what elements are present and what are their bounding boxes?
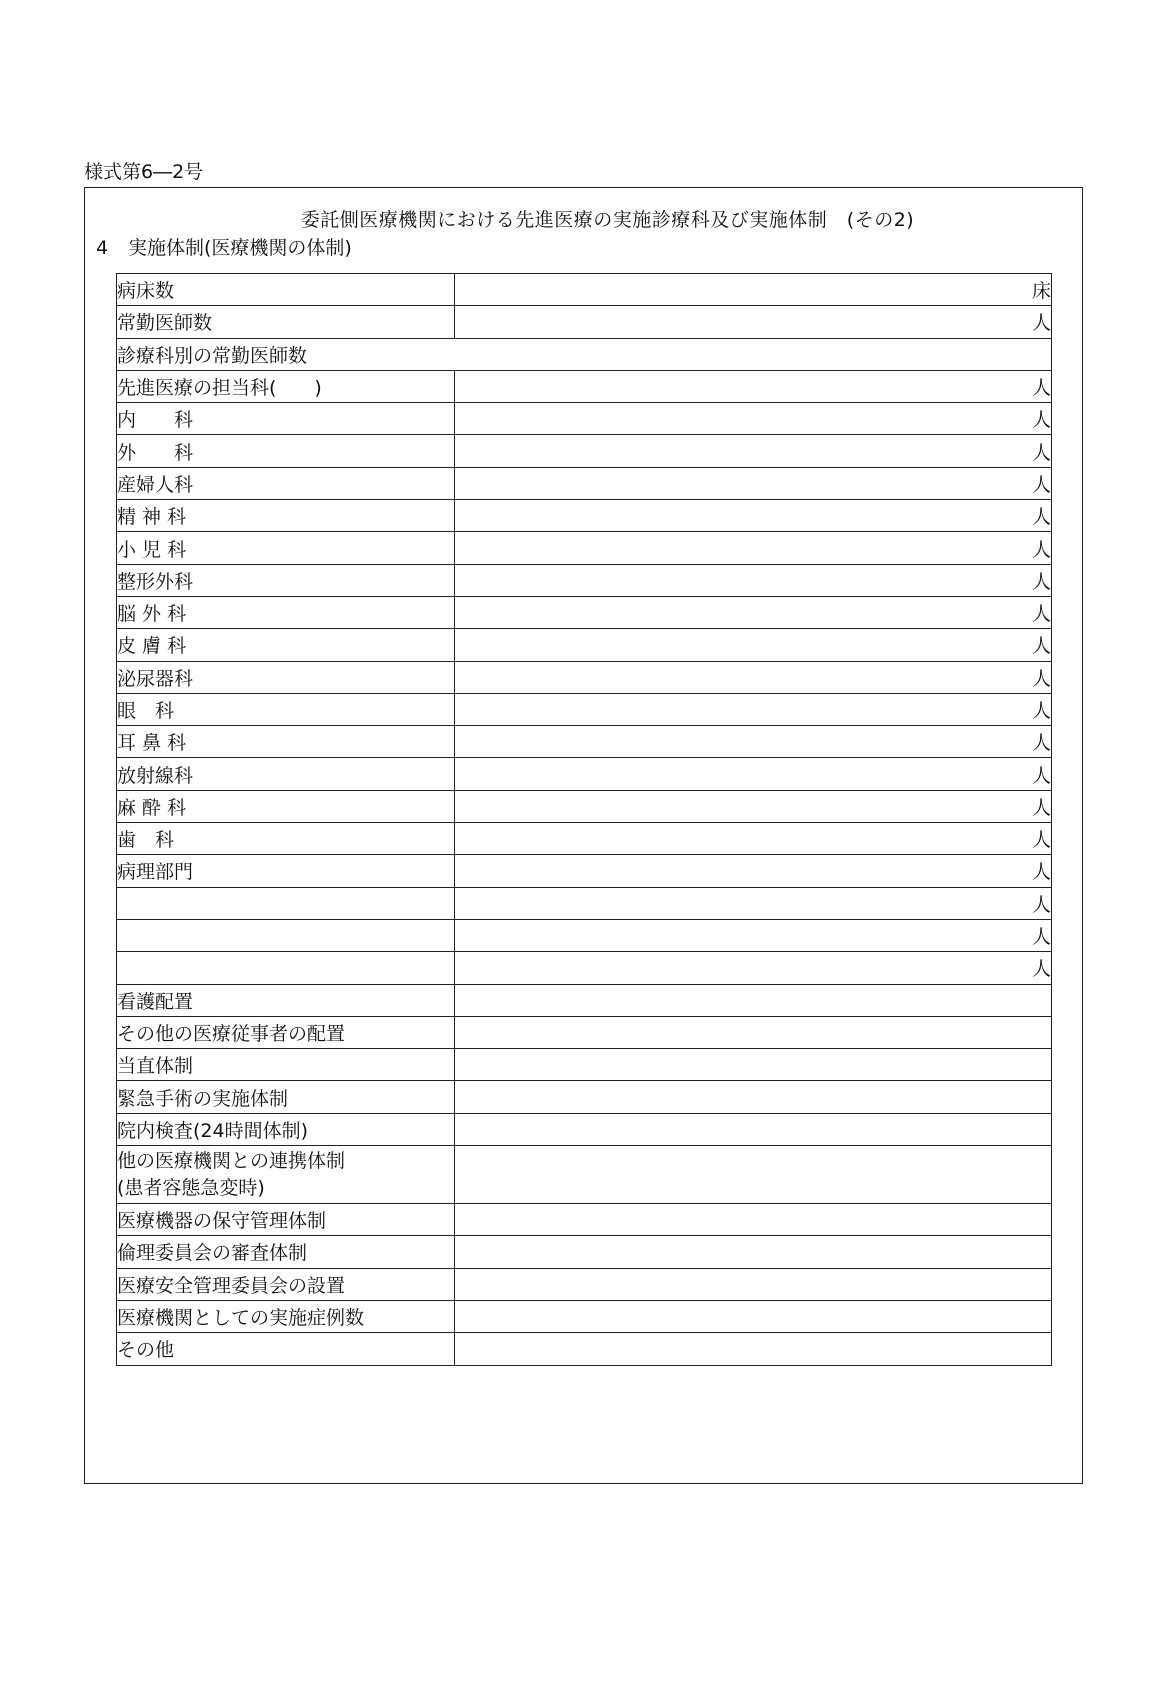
unit-label: 人: [1031, 312, 1051, 335]
document-title: 委託側医療機関における先進医療の実施診療科及び実施体制 (その2): [300, 209, 915, 231]
table-row: [117, 952, 1052, 984]
table-row: [117, 467, 1052, 499]
table-row: [117, 823, 1052, 855]
row-label: 小 児 科: [117, 532, 455, 564]
row-value-field[interactable]: [455, 370, 1052, 402]
unit-label: 人: [1031, 861, 1051, 884]
row-label: 病床数: [117, 274, 455, 306]
unit-label: 人: [1031, 473, 1051, 496]
row-value-field[interactable]: [455, 596, 1052, 628]
table-row: [117, 596, 1052, 628]
row-value-field[interactable]: [455, 919, 1052, 951]
unit-label: 人: [1031, 958, 1051, 981]
row-value-field[interactable]: [455, 1081, 1052, 1113]
row-value-field[interactable]: [455, 1236, 1052, 1268]
row-label: 外 科: [117, 435, 455, 467]
row-value-field[interactable]: [455, 790, 1052, 822]
row-label: 当直体制: [117, 1049, 455, 1081]
unit-label: 人: [1031, 764, 1051, 787]
unit-label: 人: [1031, 538, 1051, 561]
table-row: [117, 1333, 1052, 1365]
row-label: 放射線科: [117, 758, 455, 790]
staffing-table: [116, 273, 1052, 1366]
unit-label: 人: [1031, 829, 1051, 852]
table-row: [117, 1268, 1052, 1300]
row-label-line-2: (患者容態急変時): [117, 1176, 265, 1199]
row-value-field[interactable]: [455, 435, 1052, 467]
unit-label: 人: [1031, 635, 1051, 658]
row-label: 医療安全管理委員会の設置: [117, 1268, 455, 1300]
unit-label: 人: [1031, 377, 1051, 400]
row-value-field[interactable]: [455, 403, 1052, 435]
row-label: その他: [117, 1333, 455, 1365]
table-row: [117, 403, 1052, 435]
row-label: 歯 科: [117, 823, 455, 855]
table-row: [117, 1081, 1052, 1113]
row-value-field[interactable]: [455, 1333, 1052, 1365]
row-value-field[interactable]: [455, 467, 1052, 499]
row-label: 耳 鼻 科: [117, 726, 455, 758]
table-row: [117, 1146, 1052, 1204]
row-label: 診療科別の常勤医師数: [117, 338, 1052, 370]
row-value-field[interactable]: [455, 274, 1052, 306]
table-row: [117, 532, 1052, 564]
table-row: [117, 855, 1052, 887]
row-value-field[interactable]: [455, 629, 1052, 661]
unit-label: 人: [1031, 893, 1051, 916]
row-label: 産婦人科: [117, 467, 455, 499]
table-row: [117, 370, 1052, 402]
row-value-field[interactable]: [455, 984, 1052, 1016]
row-label: 緊急手術の実施体制: [117, 1081, 455, 1113]
table-row: [117, 758, 1052, 790]
row-label: その他の医療従事者の配置: [117, 1016, 455, 1048]
row-value-field[interactable]: [455, 1049, 1052, 1081]
row-value-field[interactable]: [455, 726, 1052, 758]
row-value-field[interactable]: [455, 1204, 1052, 1236]
row-label: [117, 952, 455, 984]
section-title: 実施体制(医療機関の体制): [128, 237, 352, 259]
row-label: 眼 科: [117, 693, 455, 725]
row-label: 倫理委員会の審査体制: [117, 1236, 455, 1268]
table-row: [117, 1049, 1052, 1081]
table-row: [117, 661, 1052, 693]
row-label: 医療機関としての実施症例数: [117, 1300, 455, 1332]
row-label: 脳 外 科: [117, 596, 455, 628]
table-row: [117, 1236, 1052, 1268]
row-label: 医療機器の保守管理体制: [117, 1204, 455, 1236]
row-value-field[interactable]: [455, 500, 1052, 532]
unit-label: 人: [1031, 732, 1051, 755]
unit-label: 人: [1031, 409, 1051, 432]
row-value-field[interactable]: [455, 661, 1052, 693]
table-row: [117, 500, 1052, 532]
row-value-field[interactable]: [455, 758, 1052, 790]
row-label: 精 神 科: [117, 500, 455, 532]
row-label: 病理部門: [117, 855, 455, 887]
table-row: [117, 919, 1052, 951]
row-label: 内 科: [117, 403, 455, 435]
unit-label: 人: [1031, 700, 1051, 722]
row-label: 院内検査(24時間体制): [117, 1113, 455, 1145]
unit-label: 人: [1031, 667, 1051, 690]
form-number: 様式第6―2号: [84, 161, 204, 183]
row-value-field[interactable]: [455, 887, 1052, 919]
table-row: [117, 984, 1052, 1016]
row-value-field[interactable]: [455, 693, 1052, 725]
table-row: [117, 564, 1052, 596]
row-label-line-1: 他の医療機関との連携体制: [117, 1149, 346, 1172]
row-value-field[interactable]: [455, 1300, 1052, 1332]
row-value-field[interactable]: [455, 306, 1052, 338]
unit-label: 人: [1031, 441, 1051, 464]
table-row: [117, 726, 1052, 758]
row-label: 泌尿器科: [117, 661, 455, 693]
table-row: [117, 790, 1052, 822]
unit-label: 床: [1031, 280, 1051, 303]
unit-label: 人: [1031, 603, 1051, 626]
table-row: [117, 306, 1052, 338]
row-label: 皮 膚 科: [117, 629, 455, 661]
row-label: 麻 酔 科: [117, 790, 455, 822]
row-value-field[interactable]: [455, 855, 1052, 887]
unit-label: 人: [1031, 796, 1051, 819]
table-row: [117, 1113, 1052, 1145]
row-value-field[interactable]: [455, 952, 1052, 984]
table-row: [117, 1204, 1052, 1236]
row-value-field[interactable]: [455, 1016, 1052, 1048]
section-number: 4: [96, 237, 109, 259]
table-row: [117, 1016, 1052, 1048]
table-row: [117, 338, 1052, 370]
table-row: [117, 693, 1052, 725]
row-value-field[interactable]: [455, 1268, 1052, 1300]
row-value-field[interactable]: [455, 823, 1052, 855]
table-row: [117, 274, 1052, 306]
table-row: [117, 887, 1052, 919]
row-value-field[interactable]: [455, 532, 1052, 564]
row-label: [117, 919, 455, 951]
row-label: [117, 1146, 455, 1204]
table-row: [117, 1300, 1052, 1332]
row-label: 先進医療の担当科( ): [117, 370, 455, 402]
row-label: 常勤医師数: [117, 306, 455, 338]
row-value-field[interactable]: [455, 1113, 1052, 1145]
table-row: [117, 629, 1052, 661]
row-value-field[interactable]: [455, 564, 1052, 596]
table-row: [117, 435, 1052, 467]
row-label: 看護配置: [117, 984, 455, 1016]
row-label: 整形外科: [117, 564, 455, 596]
unit-label: 人: [1031, 926, 1051, 949]
unit-label: 人: [1031, 570, 1051, 593]
row-value-field[interactable]: [455, 1146, 1052, 1204]
unit-label: 人: [1031, 506, 1051, 529]
form-frame: [84, 187, 1083, 1484]
row-label: [117, 887, 455, 919]
section-heading: [96, 233, 352, 260]
